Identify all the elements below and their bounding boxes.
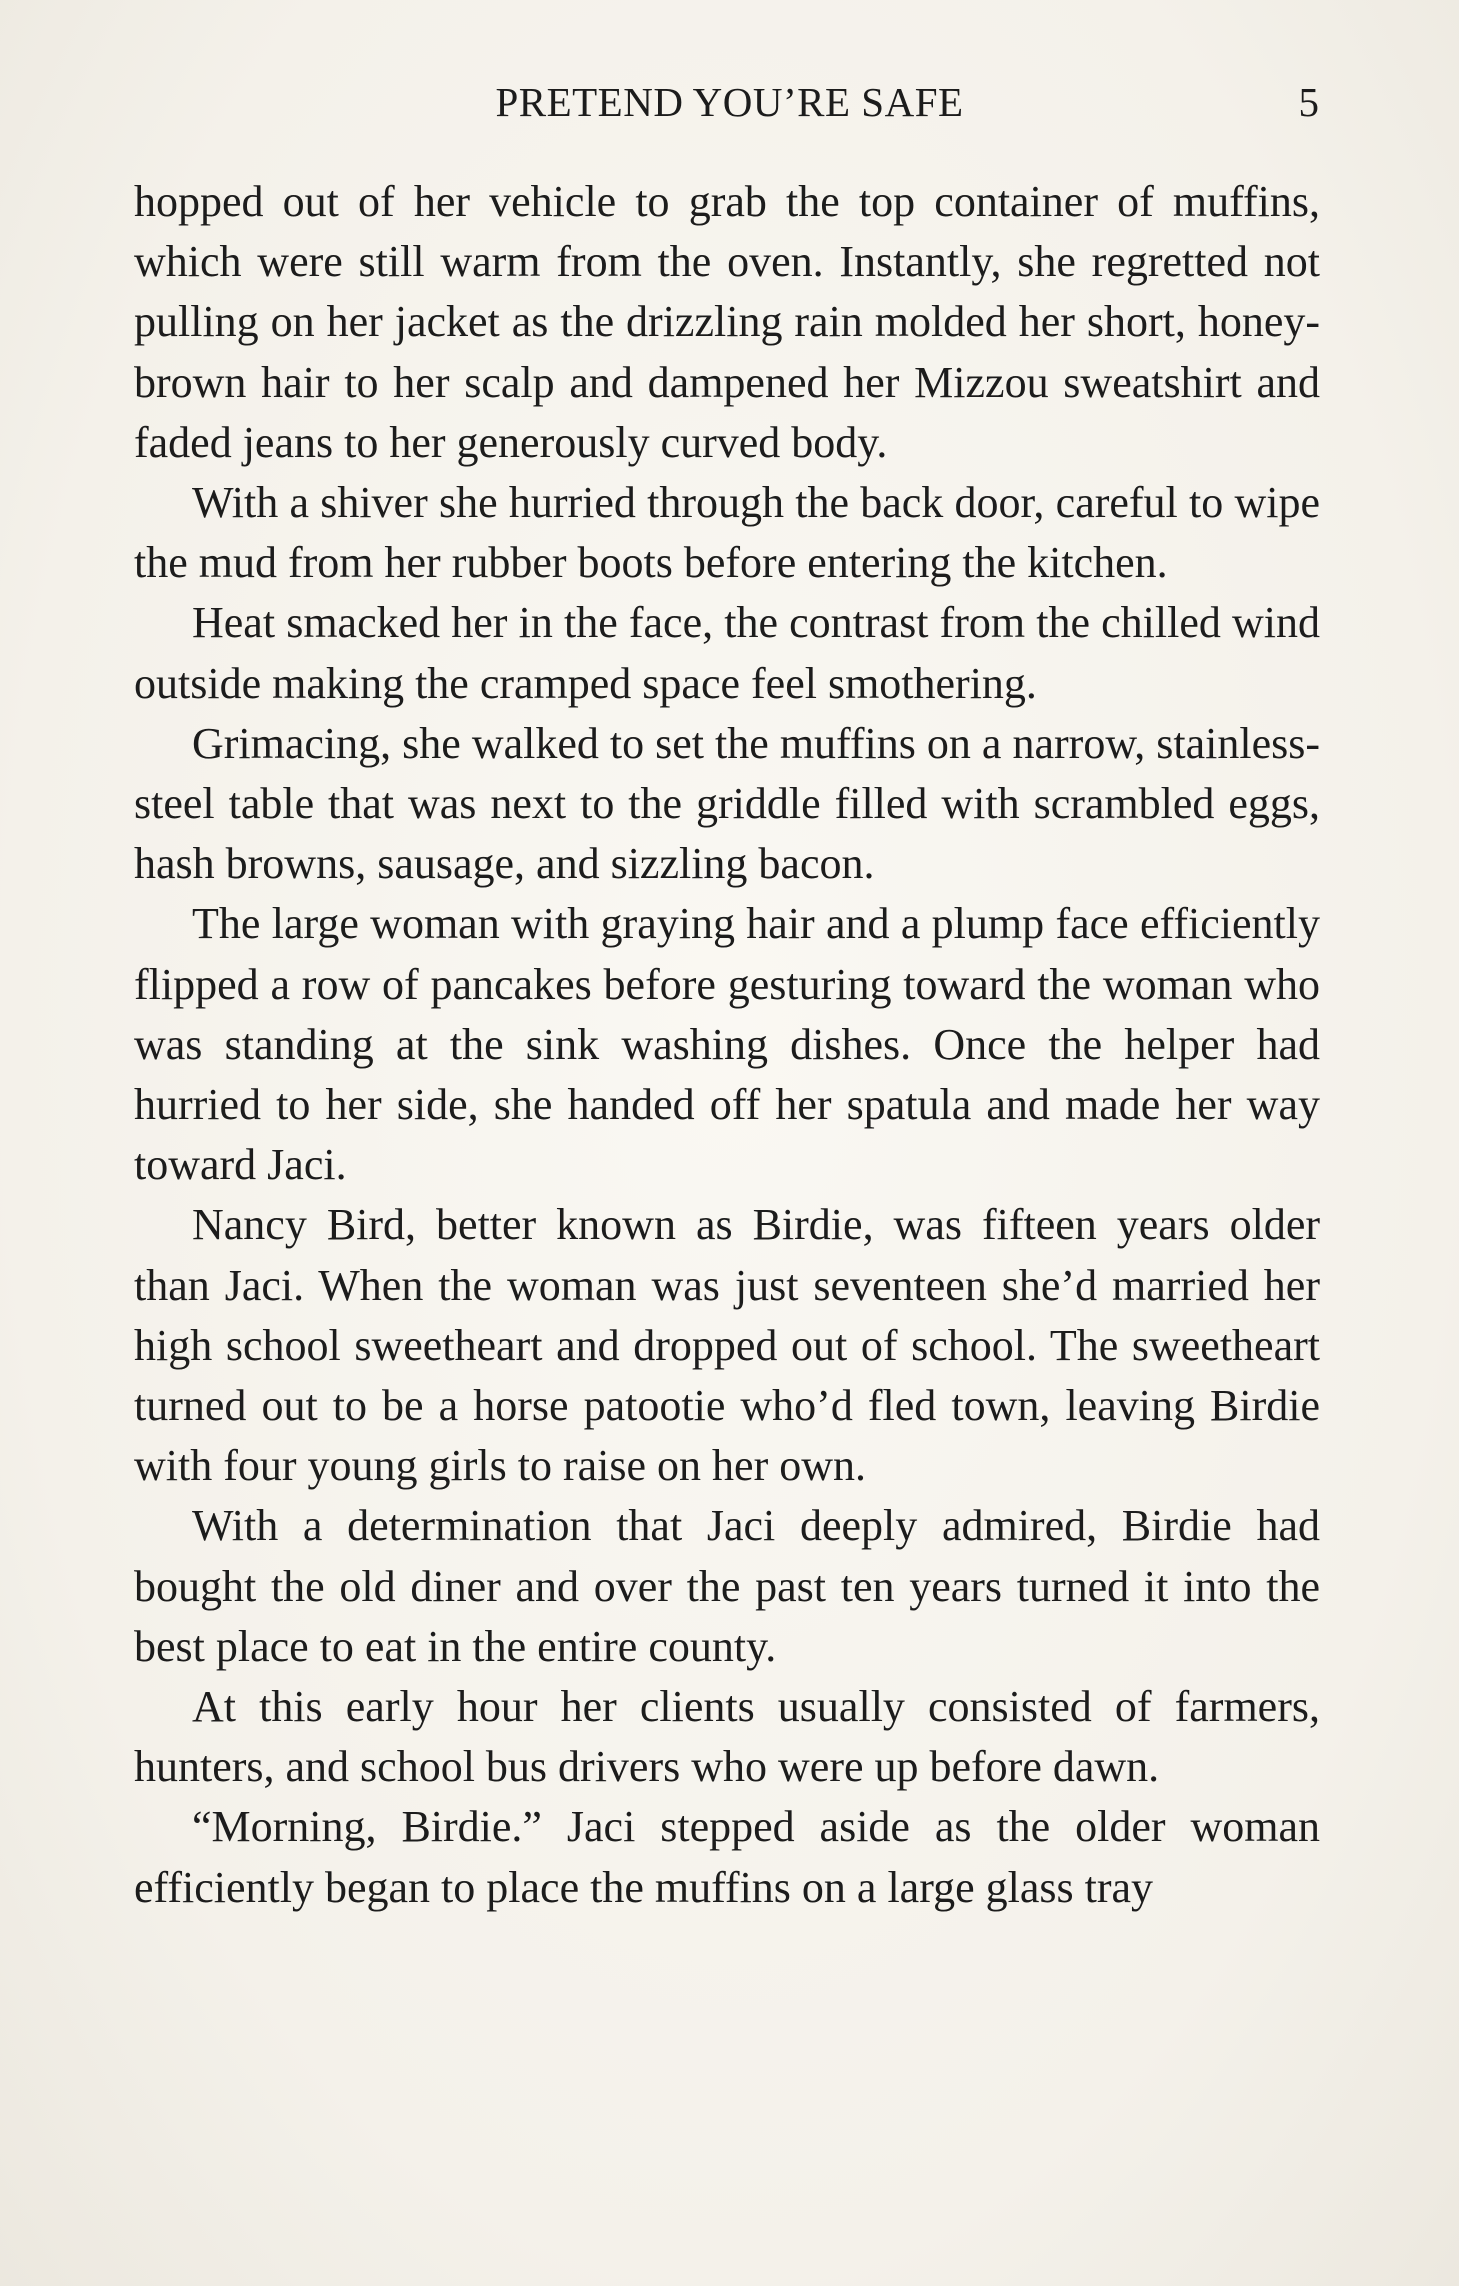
paragraph: “Morning, Birdie.” Jaci stepped aside as the older woman efficiently began to place the muffins on a large glass tray xyxy=(134,1802,1320,1912)
page-number: 5 xyxy=(1298,79,1319,125)
paragraph: The large woman with graying hair and a plump face efficiently flipped a row of pancakes before gesturing toward the woman who was standing at the sink washing dishes. Once the helper had hurried to her side, she handed off her spatula and made her way toward Jaci. xyxy=(134,899,1320,1190)
paragraph: At this early hour her clients usually consisted of farmers, hunters, and school bus drivers who were up before dawn. xyxy=(134,1682,1320,1792)
paragraph: Heat smacked her in the face, the contrast from the chilled wind outside making the cramped space feel smothering. xyxy=(134,598,1320,708)
body-text xyxy=(134,172,1320,1918)
paragraph: With a determination that Jaci deeply admired, Birdie had bought the old diner and over the past ten years turned it into the best place to eat in the entire county. xyxy=(134,1501,1320,1671)
paragraph: Nancy Bird, better known as Birdie, was fifteen years older than Jaci. When the woman was just seventeen she’d married her high school sweetheart and dropped out of school. The sweetheart turned out to be a horse patootie who’d fled town, leaving Birdie with four young girls to raise on her own. xyxy=(134,1200,1320,1491)
paragraph: Grimacing, she walked to set the muffins on a narrow, stainless-steel table that was next to the griddle filled with scrambled eggs, hash browns, sausage, and sizzling bacon. xyxy=(134,718,1320,889)
paragraph: hopped out of her vehicle to grab the top container of muffins, which were still warm from the oven. Instantly, she regretted not pulling on her jacket as the drizzling rain molded her short, honey-brown hair to her scalp and dampened her Mizzou sweatshirt and faded jeans to her generously curved body. xyxy=(134,177,1320,467)
running-head xyxy=(0,78,1459,138)
running-head-title: PRETEND YOU’RE SAFE xyxy=(495,79,964,125)
paragraph: With a shiver she hurried through the back door, careful to wipe the mud from her rubber boots before entering the kitchen. xyxy=(134,478,1320,588)
